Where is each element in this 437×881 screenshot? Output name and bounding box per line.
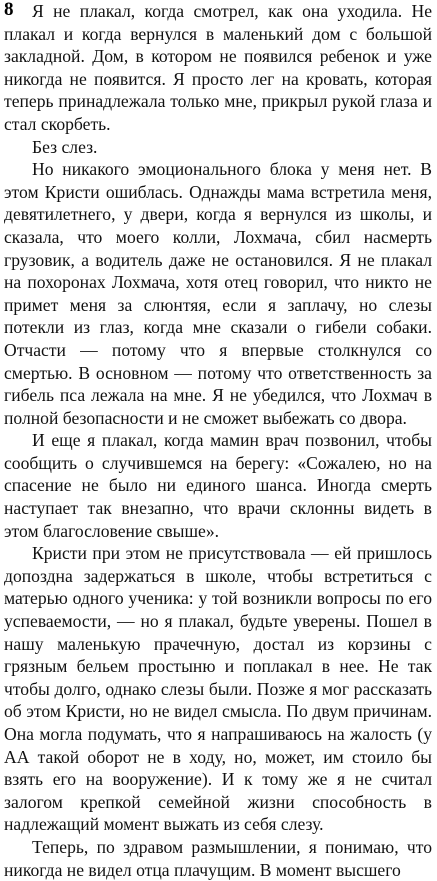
- body-text: [4, 0, 432, 881]
- paragraph: И еще я плакал, когда мамин врач позвонил, чтобы сообщить о случившемся на берегу: «Сожалею, но на спасение не было ни единого шанса. Иногда смерть наступает так внезапно, что врачи склонны видеть в этом благословение свыше».: [4, 430, 432, 541]
- paragraph: Я не плакал, когда смотрел, как она уходила. Не плакал и когда вернулся в маленький дом с большой закладной. Дом, в котором не появился ребенок и уже никогда не появится. Я просто лег на кровать, которая теперь принадлежала только мне, прикрыл рукой глаза и стал скорбеть.: [4, 1, 432, 134]
- paragraph: Теперь, по здравом размышлении, я понимаю, что никогда не видел отца плачущим. В момент высшего: [4, 836, 432, 880]
- paragraph: Кристи при этом не присутствовала — ей пришлось допоздна задержаться в школе, чтобы встретиться с матерью одного ученика: у той возникли вопросы по его успеваемости, — но я плакал, будьте уверены. Пошел в нашу маленькую прачечную, достал из корзины с грязным бельем простыню и поплакал в нее. Не так чтобы долго, однако слезы были. Позже я мог рассказать об этом Кристи, но не видел смысла. По двум причинам. Она могла подумать, что я напрашиваюсь на жалость (у АА такой оборот не в ходу, но, может, им стоило бы взять его на вооружение). И к тому же я не считал залогом крепкой семейной жизни способность в надлежащий момент выжать из себя слезу.: [4, 543, 432, 835]
- paragraph: Но никакого эмоционального блока у меня нет. В этом Кристи ошиблась. Однажды мама встретила меня, девятилетнего, у двери, когда я вернулся из школы, и сказала, что моего колли, Лохмача, сбил насмерть грузовик, а водитель даже не остановился. Я не плакал на похоронах Лохмача, хотя отец говорил, что никто не примет меня за слюнтяя, если я заплачу, но слезы потекли из глаз, когда мне сказали о гибели собаки. Отчасти — потому что я впервые столкнулся со смертью. В основном — потому что ответственность за гибель пса лежала на мне. Я не убедился, что Лохмач в полной безопасности и не сможет выбежать со двора.: [4, 159, 432, 428]
- page-number: 8: [4, 0, 14, 20]
- paragraph: Без слез.: [32, 136, 98, 157]
